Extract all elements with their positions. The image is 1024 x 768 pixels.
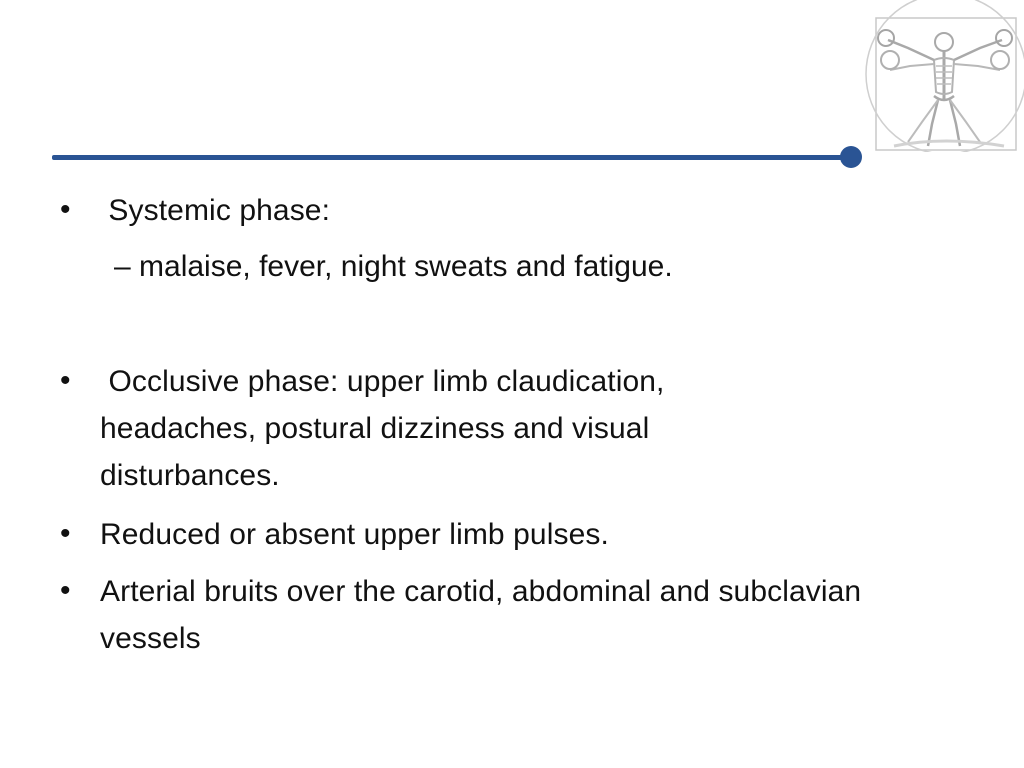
bullet-reduced-pulses: Reduced or absent upper limb pulses. xyxy=(100,518,609,551)
bullet-marker: • xyxy=(60,574,71,607)
bullet-marker: • xyxy=(60,364,71,397)
bullet-marker: • xyxy=(60,193,71,226)
bullet-marker: • xyxy=(60,517,71,550)
bullet-occlusive-phase: Occlusive phase: upper limb claudication, headaches, postural dizziness and visual disturbances. xyxy=(100,365,673,492)
bullet-systemic-phase: Systemic phase: xyxy=(100,194,331,227)
sub-bullet-systemic-symptoms: – malaise, fever, night sweats and fatigue. xyxy=(114,250,673,283)
bullet-arterial-bruits: Arterial bruits over the carotid, abdominal and subclavian vessels xyxy=(100,575,862,655)
